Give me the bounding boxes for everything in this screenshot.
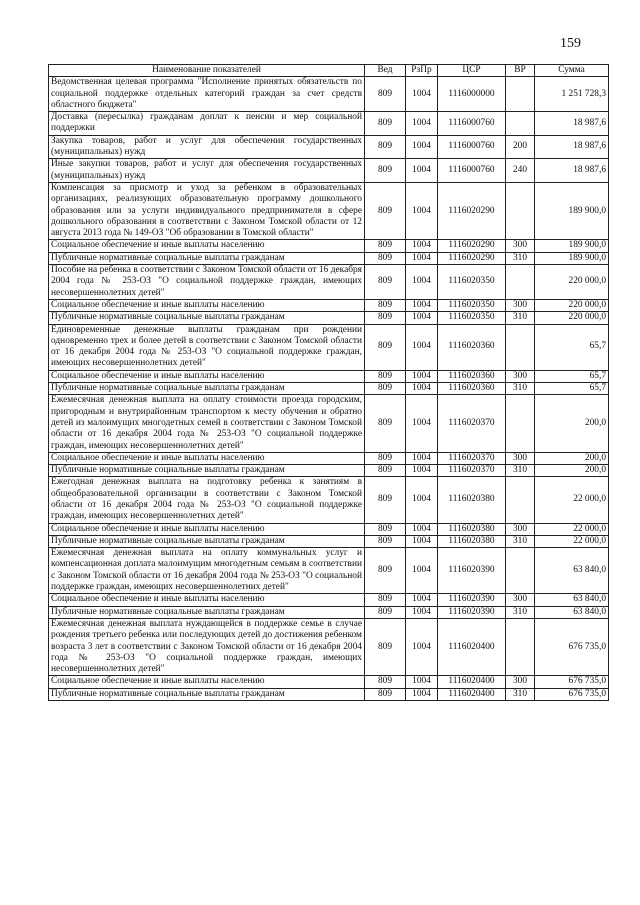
cell-name: Закупка товаров, работ и услуг для обеспечения государственных (муниципальных) нужд: [49, 135, 365, 159]
cell-sum: 676 735,0: [535, 688, 609, 700]
cell-csr: 1116020290: [438, 240, 506, 252]
cell-csr: 1116000760: [438, 112, 506, 136]
cell-rzpr: 1004: [406, 312, 438, 324]
cell-vr: 300: [506, 299, 535, 311]
cell-sum: 189 900,0: [535, 240, 609, 252]
cell-rzpr: 1004: [406, 477, 438, 523]
table-row: [49, 135, 609, 159]
cell-ved: 809: [365, 465, 406, 477]
cell-name: Ведомственная целевая программа "Исполнение принятых обязательств по социальной поддержке отдельных категорий граждан за счет средств областного бюджета": [49, 77, 365, 112]
table-row: [49, 452, 609, 464]
cell-vr: 310: [506, 465, 535, 477]
cell-name: Публичные нормативные социальные выплаты гражданам: [49, 312, 365, 324]
table-row: [49, 548, 609, 594]
cell-ved: 809: [365, 676, 406, 688]
table-row: [49, 324, 609, 370]
cell-csr: 1116020370: [438, 395, 506, 452]
cell-ved: 809: [365, 477, 406, 523]
cell-rzpr: 1004: [406, 606, 438, 618]
cell-csr: 1116020400: [438, 676, 506, 688]
cell-rzpr: 1004: [406, 240, 438, 252]
cell-csr: 1116020400: [438, 618, 506, 675]
cell-vr: [506, 265, 535, 300]
cell-sum: 22 000,0: [535, 523, 609, 535]
cell-name: Публичные нормативные социальные выплаты гражданам: [49, 465, 365, 477]
cell-ved: 809: [365, 452, 406, 464]
table-row: [49, 676, 609, 688]
cell-ved: 809: [365, 77, 406, 112]
cell-ved: 809: [365, 395, 406, 452]
cell-rzpr: 1004: [406, 395, 438, 452]
cell-rzpr: 1004: [406, 77, 438, 112]
cell-sum: 676 735,0: [535, 618, 609, 675]
cell-rzpr: 1004: [406, 182, 438, 239]
table-row: [49, 523, 609, 535]
cell-csr: 1116020380: [438, 477, 506, 523]
table-row: [49, 606, 609, 618]
table-row: [49, 112, 609, 136]
cell-name: Социальное обеспечение и иные выплаты населению: [49, 523, 365, 535]
cell-name: Иные закупки товаров, работ и услуг для обеспечения государственных (муниципальных) нужд: [49, 159, 365, 183]
cell-ved: 809: [365, 112, 406, 136]
cell-ved: 809: [365, 135, 406, 159]
cell-name: Публичные нормативные социальные выплаты гражданам: [49, 535, 365, 547]
cell-name: Пособие на ребенка в соответствии с Законом Томской области от 16 декабря 2004 года № 253-ОЗ "О социальной поддержке граждан, имеющих несовершеннолетних детей": [49, 265, 365, 300]
cell-ved: 809: [365, 370, 406, 382]
cell-rzpr: 1004: [406, 452, 438, 464]
cell-sum: 63 840,0: [535, 548, 609, 594]
table-row: [49, 395, 609, 452]
cell-sum: 676 735,0: [535, 676, 609, 688]
cell-ved: 809: [365, 688, 406, 700]
cell-name: Ежемесячная денежная выплата нуждающейся в поддержке семье в случае рождения третьего ребенка или последующих детей до достижения ребенком возраста 3 лет в соответствии с Законом Томской области от 16 декабря 2004 года № 253-ОЗ "О социальной поддержке граждан, имеющих несовершеннолетних детей": [49, 618, 365, 675]
cell-ved: 809: [365, 548, 406, 594]
cell-vr: 310: [506, 383, 535, 395]
cell-rzpr: 1004: [406, 465, 438, 477]
cell-csr: 1116020400: [438, 688, 506, 700]
header-name: Наименование показателей: [49, 65, 365, 77]
cell-rzpr: 1004: [406, 594, 438, 606]
table-row: [49, 477, 609, 523]
cell-csr: 1116020290: [438, 182, 506, 239]
cell-vr: [506, 618, 535, 675]
cell-rzpr: 1004: [406, 688, 438, 700]
cell-sum: 65,7: [535, 383, 609, 395]
cell-sum: 189 900,0: [535, 252, 609, 264]
cell-name: Доставка (пересылка) гражданам доплат к пенсии и мер социальной поддержки: [49, 112, 365, 136]
cell-name: Компенсация за присмотр и уход за ребенком в образовательных организациях, реализующих образовательную программу дошкольного образования или за услуги индивидуального предпринимателя в сфере дошкольного образования в соответствии с Законом Томской области от 12 августа 2013 года № 149-ОЗ "Об образовании в Томской области": [49, 182, 365, 239]
cell-name: Ежегодная денежная выплата на подготовку ребенка к занятиям в общеобразовательной организации в соответствии с Законом Томской области от 16 декабря 2004 года № 253-ОЗ "О социальной поддержке граждан, имеющих несовершеннолетних детей": [49, 477, 365, 523]
cell-ved: 809: [365, 252, 406, 264]
cell-rzpr: 1004: [406, 135, 438, 159]
cell-sum: 200,0: [535, 452, 609, 464]
cell-csr: 1116020390: [438, 606, 506, 618]
cell-csr: 1116020390: [438, 548, 506, 594]
cell-csr: 1116020360: [438, 370, 506, 382]
header-rzpr: РзПр: [406, 65, 438, 77]
header-vr: ВР: [506, 65, 535, 77]
cell-name: Социальное обеспечение и иные выплаты населению: [49, 452, 365, 464]
cell-csr: 1116020290: [438, 252, 506, 264]
cell-rzpr: 1004: [406, 370, 438, 382]
table-row: [49, 240, 609, 252]
table-row: [49, 252, 609, 264]
header-sum: Сумма: [535, 65, 609, 77]
table-row: [49, 688, 609, 700]
cell-rzpr: 1004: [406, 252, 438, 264]
cell-name: Социальное обеспечение и иные выплаты населению: [49, 240, 365, 252]
cell-sum: 22 000,0: [535, 477, 609, 523]
cell-name: Публичные нормативные социальные выплаты гражданам: [49, 606, 365, 618]
cell-ved: 809: [365, 312, 406, 324]
cell-ved: 809: [365, 383, 406, 395]
table-row: [49, 370, 609, 382]
cell-rzpr: 1004: [406, 324, 438, 370]
cell-csr: 1116020350: [438, 265, 506, 300]
cell-sum: 18 987,6: [535, 159, 609, 183]
cell-ved: 809: [365, 535, 406, 547]
table-row: [49, 465, 609, 477]
table-row: [49, 77, 609, 112]
table-row: [49, 535, 609, 547]
cell-ved: 809: [365, 299, 406, 311]
cell-vr: 300: [506, 523, 535, 535]
cell-vr: 310: [506, 688, 535, 700]
cell-rzpr: 1004: [406, 383, 438, 395]
header-ved: Вед: [365, 65, 406, 77]
cell-name: Социальное обеспечение и иные выплаты населению: [49, 676, 365, 688]
cell-vr: 310: [506, 312, 535, 324]
cell-vr: 240: [506, 159, 535, 183]
cell-rzpr: 1004: [406, 535, 438, 547]
cell-name: Ежемесячная денежная выплата на оплату коммунальных услуг и компенсационная доплата малоимущим многодетным семьям в соответствии с Законом Томской области от 16 декабря 2004 года № 253-ОЗ "О социальной поддержке граждан, имеющих несовершеннолетних детей": [49, 548, 365, 594]
cell-rzpr: 1004: [406, 523, 438, 535]
cell-sum: 220 000,0: [535, 265, 609, 300]
cell-sum: 63 840,0: [535, 594, 609, 606]
cell-rzpr: 1004: [406, 676, 438, 688]
cell-vr: [506, 477, 535, 523]
cell-sum: 18 987,6: [535, 112, 609, 136]
cell-csr: 1116000760: [438, 135, 506, 159]
cell-name: Социальное обеспечение и иные выплаты населению: [49, 594, 365, 606]
cell-rzpr: 1004: [406, 159, 438, 183]
cell-csr: 1116000760: [438, 159, 506, 183]
table-row: [49, 182, 609, 239]
cell-name: Публичные нормативные социальные выплаты гражданам: [49, 383, 365, 395]
cell-vr: 200: [506, 135, 535, 159]
cell-vr: 300: [506, 240, 535, 252]
cell-name: Публичные нормативные социальные выплаты гражданам: [49, 688, 365, 700]
cell-name: Единовременные денежные выплаты гражданам при рождении одновременно трех и более детей в соответствии с Законом Томской области от 16 декабря 2004 года № 253-ОЗ "О социальной поддержке граждан, имеющих несовершеннолетних детей": [49, 324, 365, 370]
cell-rzpr: 1004: [406, 299, 438, 311]
cell-rzpr: 1004: [406, 112, 438, 136]
cell-vr: 300: [506, 452, 535, 464]
cell-csr: 1116020370: [438, 465, 506, 477]
cell-vr: [506, 182, 535, 239]
cell-csr: 1116020390: [438, 594, 506, 606]
cell-vr: [506, 77, 535, 112]
cell-csr: 1116020360: [438, 383, 506, 395]
cell-vr: [506, 395, 535, 452]
cell-sum: 65,7: [535, 370, 609, 382]
cell-csr: 1116020350: [438, 312, 506, 324]
cell-name: Публичные нормативные социальные выплаты гражданам: [49, 252, 365, 264]
cell-sum: 63 840,0: [535, 606, 609, 618]
cell-ved: 809: [365, 594, 406, 606]
table-header-row: [49, 65, 609, 77]
budget-table: [48, 64, 609, 701]
table-row: [49, 312, 609, 324]
table-row: [49, 265, 609, 300]
cell-sum: 65,7: [535, 324, 609, 370]
cell-csr: 1116020380: [438, 535, 506, 547]
cell-rzpr: 1004: [406, 265, 438, 300]
cell-name: Социальное обеспечение и иные выплаты населению: [49, 299, 365, 311]
cell-csr: 1116020370: [438, 452, 506, 464]
cell-sum: 18 987,6: [535, 135, 609, 159]
cell-sum: 200,0: [535, 395, 609, 452]
cell-sum: 220 000,0: [535, 299, 609, 311]
cell-vr: 300: [506, 594, 535, 606]
cell-rzpr: 1004: [406, 618, 438, 675]
cell-ved: 809: [365, 606, 406, 618]
table-row: [49, 618, 609, 675]
cell-sum: 22 000,0: [535, 535, 609, 547]
cell-vr: 300: [506, 676, 535, 688]
table-row: [49, 383, 609, 395]
cell-ved: 809: [365, 159, 406, 183]
cell-vr: 310: [506, 535, 535, 547]
table-row: [49, 594, 609, 606]
cell-ved: 809: [365, 324, 406, 370]
cell-vr: 300: [506, 370, 535, 382]
cell-ved: 809: [365, 265, 406, 300]
cell-vr: [506, 548, 535, 594]
cell-name: Социальное обеспечение и иные выплаты населению: [49, 370, 365, 382]
page-number: 159: [560, 36, 581, 51]
cell-ved: 809: [365, 618, 406, 675]
cell-vr: 310: [506, 606, 535, 618]
cell-ved: 809: [365, 523, 406, 535]
cell-sum: 189 900,0: [535, 182, 609, 239]
header-csr: ЦСР: [438, 65, 506, 77]
cell-name: Ежемесячная денежная выплата на оплату стоимости проезда городским, пригородным и внутрирайонным транспортом к месту обучения и обратно детей из малоимущих многодетных семей в соответствии с Законом Томской области от 16 декабря 2004 года № 253-ОЗ "О социальной поддержке граждан, имеющих несовершеннолетних детей": [49, 395, 365, 452]
cell-rzpr: 1004: [406, 548, 438, 594]
cell-sum: 220 000,0: [535, 312, 609, 324]
table-row: [49, 299, 609, 311]
table-row: [49, 159, 609, 183]
cell-sum: 200,0: [535, 465, 609, 477]
cell-sum: 1 251 728,3: [535, 77, 609, 112]
cell-csr: 1116020350: [438, 299, 506, 311]
cell-vr: [506, 324, 535, 370]
cell-ved: 809: [365, 182, 406, 239]
cell-vr: [506, 112, 535, 136]
cell-vr: 310: [506, 252, 535, 264]
cell-csr: 1116020360: [438, 324, 506, 370]
cell-csr: 1116020380: [438, 523, 506, 535]
cell-csr: 1116000000: [438, 77, 506, 112]
cell-ved: 809: [365, 240, 406, 252]
